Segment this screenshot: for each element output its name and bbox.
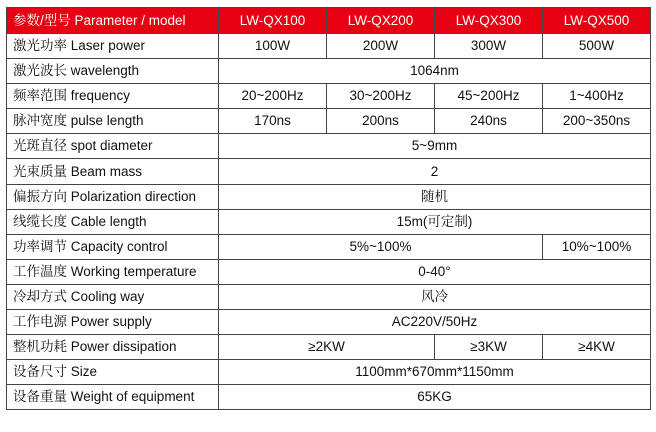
beam-mass-label: 光束质量 Beam mass: [7, 159, 219, 185]
header-parameter-label: 参数/型号 Parameter / model: [7, 8, 219, 34]
polarization-direction-label: 偏振方向 Polarization direction: [7, 185, 219, 210]
pulse-length-value: 200ns: [327, 109, 435, 134]
power-dissipation-value: ≥3KW: [435, 335, 543, 360]
header-row: [7, 8, 651, 34]
cooling-way-value: 风冷: [219, 285, 651, 310]
pulse-length-value: 200~350ns: [543, 109, 651, 134]
wavelength-value: 1064nm: [219, 59, 651, 84]
capacity-control-label: 功率调节 Capacity control: [7, 235, 219, 260]
row-laser-power: [7, 34, 651, 59]
frequency-value: 1~400Hz: [543, 84, 651, 109]
capacity-control-value: 10%~100%: [543, 235, 651, 260]
header-model-lw-qx100: LW-QX100: [219, 8, 327, 34]
capacity-control-value: 5%~100%: [219, 235, 543, 260]
working-temperature-value: 0-40°: [219, 260, 651, 285]
laser-power-value: 200W: [327, 34, 435, 59]
power-supply-value: AC220V/50Hz: [219, 310, 651, 335]
power-dissipation-label: 整机功耗 Power dissipation: [7, 335, 219, 360]
spot-diameter-label: 光斑直径 spot diameter: [7, 134, 219, 159]
cooling-way-label: 冷却方式 Cooling way: [7, 285, 219, 310]
row-size: [7, 360, 651, 385]
frequency-value: 30~200Hz: [327, 84, 435, 109]
power-dissipation-value: ≥4KW: [543, 335, 651, 360]
row-cooling-way: [7, 285, 651, 310]
row-pulse-length: [7, 109, 651, 134]
laser-power-value: 100W: [219, 34, 327, 59]
size-value: 1100mm*670mm*1150mm: [219, 360, 651, 385]
row-frequency: [7, 84, 651, 109]
weight-of-equipment-label: 设备重量 Weight of equipment: [7, 385, 219, 410]
header-model-lw-qx300: LW-QX300: [435, 8, 543, 34]
pulse-length-label: 脉冲宽度 pulse length: [7, 109, 219, 134]
size-label: 设备尺寸 Size: [7, 360, 219, 385]
header-model-lw-qx200: LW-QX200: [327, 8, 435, 34]
frequency-value: 20~200Hz: [219, 84, 327, 109]
header-model-lw-qx500: LW-QX500: [543, 8, 651, 34]
laser-power-value: 300W: [435, 34, 543, 59]
wavelength-label: 激光波长 wavelength: [7, 59, 219, 84]
frequency-label: 频率范围 frequency: [7, 84, 219, 109]
row-capacity-control: [7, 235, 651, 260]
row-polarization-direction: [7, 185, 651, 210]
working-temperature-label: 工作温度 Working temperature: [7, 260, 219, 285]
row-power-supply: [7, 310, 651, 335]
row-power-dissipation: [7, 335, 651, 360]
beam-mass-value: 2: [219, 159, 651, 185]
frequency-value: 45~200Hz: [435, 84, 543, 109]
row-working-temperature: [7, 260, 651, 285]
cable-length-value: 15m(可定制): [219, 210, 651, 235]
laser-power-value: 500W: [543, 34, 651, 59]
pulse-length-value: 170ns: [219, 109, 327, 134]
polarization-direction-value: 随机: [219, 185, 651, 210]
pulse-length-value: 240ns: [435, 109, 543, 134]
laser-power-label: 激光功率 Laser power: [7, 34, 219, 59]
power-dissipation-value: ≥2KW: [219, 335, 435, 360]
row-spot-diameter: [7, 134, 651, 159]
cable-length-label: 线缆长度 Cable length: [7, 210, 219, 235]
row-wavelength: [7, 59, 651, 84]
power-supply-label: 工作电源 Power supply: [7, 310, 219, 335]
spot-diameter-value: 5~9mm: [219, 134, 651, 159]
spec-table: [6, 7, 651, 410]
row-weight-of-equipment: [7, 385, 651, 410]
row-cable-length: [7, 210, 651, 235]
row-beam-mass: [7, 159, 651, 185]
weight-of-equipment-value: 65KG: [219, 385, 651, 410]
